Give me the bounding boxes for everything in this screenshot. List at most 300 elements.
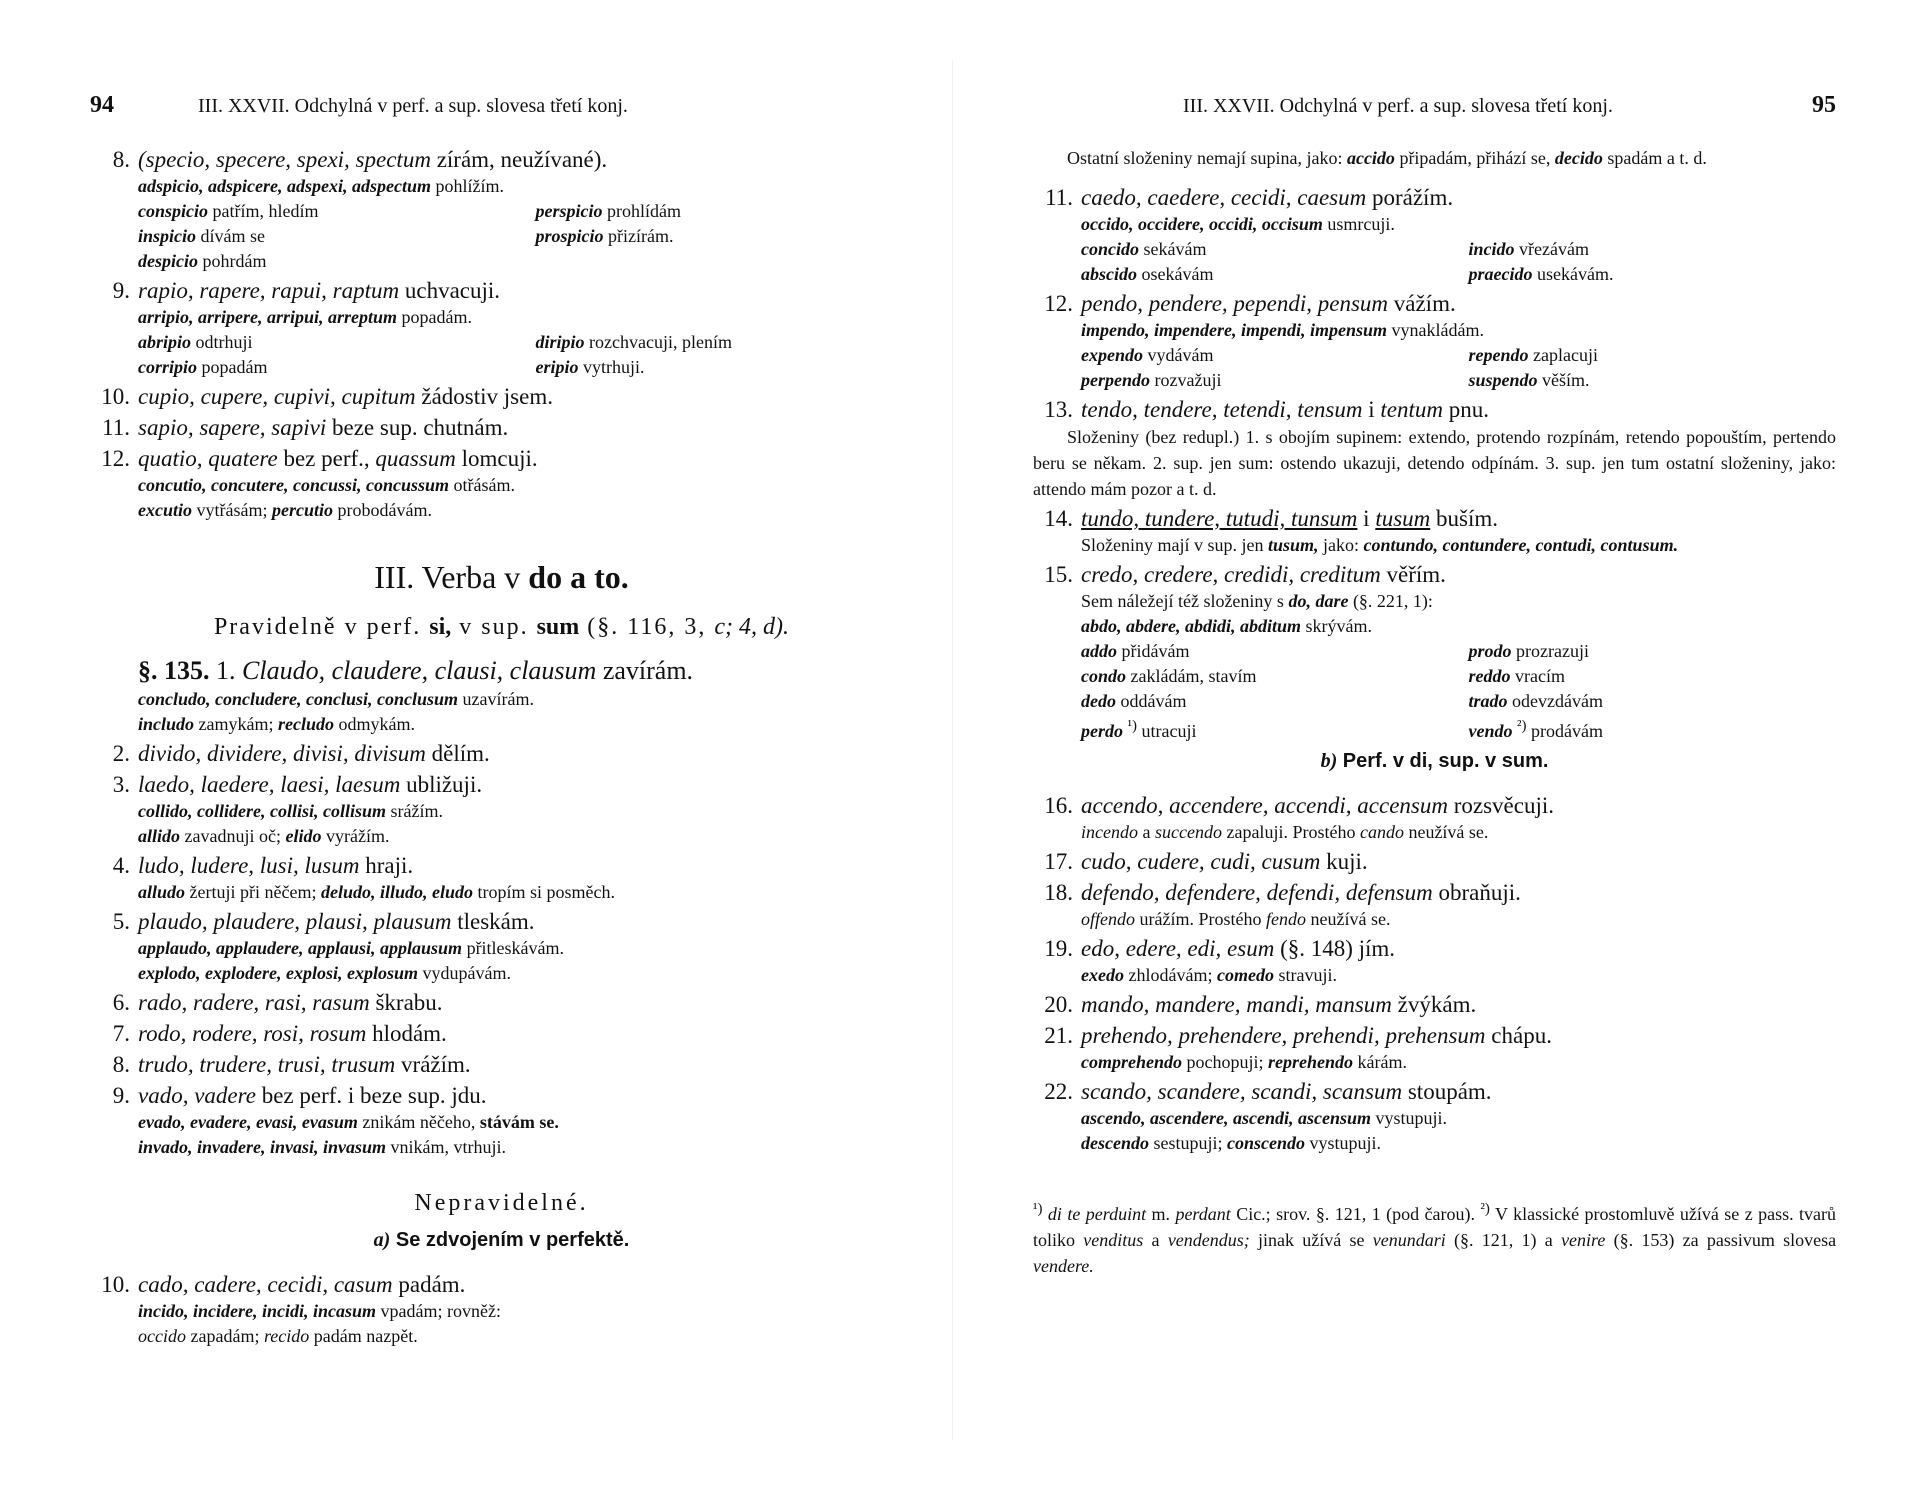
- compound-gloss: prohlídám: [607, 201, 681, 221]
- entry-number: 8.: [112, 147, 130, 172]
- compound-gloss: pochopuji;: [1186, 1052, 1264, 1072]
- note-text: Složeniny mají v sup. jen: [1081, 535, 1264, 555]
- compound-form: praecido: [1468, 264, 1533, 284]
- verb-gloss: uchvacuji.: [404, 278, 501, 303]
- entry-number: 13.: [1044, 397, 1073, 422]
- left-running-head: [90, 92, 913, 119]
- compound: [1469, 343, 1837, 368]
- entry-number: 10.: [101, 384, 130, 409]
- compound-gloss: žertuji při něčem;: [189, 882, 317, 902]
- left-page-number: 94: [90, 92, 114, 118]
- verb-entry: [90, 1050, 913, 1079]
- compounds: [90, 880, 913, 905]
- verb-note: bez perf.,: [283, 446, 370, 471]
- compound-form: abscido: [1081, 264, 1137, 284]
- verb-forms: quassum: [375, 446, 456, 471]
- compound-form: occido: [138, 1326, 186, 1346]
- verb-gloss: (§. 148) jím.: [1280, 936, 1396, 961]
- verb-forms: sapio, sapere, sapivi: [138, 415, 327, 440]
- footnote-form: vendere.: [1033, 1256, 1094, 1276]
- compound-gloss: padám nazpět.: [313, 1326, 418, 1346]
- compound-form: prospicio: [535, 226, 604, 246]
- verb-entry: [1033, 878, 1836, 907]
- right-running-head: [1033, 92, 1836, 119]
- right-page: [953, 0, 1906, 1500]
- compound-gloss: vřezávám: [1519, 239, 1589, 259]
- verb-forms: tendo, tendere, tetendi, tensum: [1081, 397, 1363, 422]
- right-page-number: 95: [1812, 92, 1836, 118]
- compound-forms: applaudo, applaudere, applausi, applausum: [138, 938, 463, 958]
- compounds: [90, 687, 913, 712]
- entry-number: 17.: [1044, 849, 1073, 874]
- compound-form: dedo: [1081, 691, 1116, 711]
- note-form: tusum,: [1267, 535, 1319, 555]
- verb-entry: [90, 1019, 913, 1048]
- verb-entry: [1033, 289, 1836, 318]
- verb-entry: [1033, 504, 1836, 533]
- compound-gloss: vystupuji.: [1309, 1133, 1382, 1153]
- compound-form: exedo: [1081, 965, 1124, 985]
- verb-gloss: beze sup. chutnám.: [332, 415, 509, 440]
- compound-forms: evado, evadere, evasi, evasum: [138, 1112, 358, 1132]
- compound-gloss: přizírám.: [608, 226, 674, 246]
- compound-gloss: sestupuji;: [1153, 1133, 1223, 1153]
- note-form: do, dare: [1288, 591, 1349, 611]
- compound-form: perspicio: [535, 201, 603, 221]
- compound-forms: impendo, impendere, impendi, impensum: [1081, 320, 1388, 340]
- compound-gloss: zakládám, stavím: [1130, 666, 1257, 686]
- note-form: incendo: [1081, 822, 1138, 842]
- compound-forms: adspicio, adspicere, adspexi, adspectum: [138, 176, 431, 196]
- verb-gloss: škrabu.: [375, 990, 443, 1015]
- compound-gloss: uzavírám.: [462, 689, 534, 709]
- compounds: [90, 824, 913, 849]
- compound: [1469, 262, 1837, 287]
- note-text: jako:: [1323, 535, 1360, 555]
- compound: [1081, 664, 1449, 689]
- compound-form: trado: [1468, 691, 1508, 711]
- entry-number: 21.: [1044, 1023, 1073, 1048]
- note-text: (§. 221, 1):: [1352, 591, 1433, 611]
- compound-gloss: odmykám.: [338, 714, 415, 734]
- compound-gloss: vpadám; rovněž:: [380, 1301, 501, 1321]
- compounds: [1033, 614, 1836, 639]
- compound-forms: invado, invadere, invasi, invasum: [138, 1137, 387, 1157]
- irregular-subtitle: [90, 1229, 913, 1252]
- note-text: neužívá se.: [1408, 822, 1489, 842]
- compound-gloss: vynakládám.: [1391, 320, 1484, 340]
- note-text: urážím. Prostého: [1139, 909, 1262, 929]
- verb-forms: defendo, defendere, defendi, defensum: [1081, 880, 1433, 905]
- compound-gloss: prozrazuji: [1516, 641, 1589, 661]
- verb-forms: tundo, tundere, tutudi, tunsum: [1081, 506, 1358, 531]
- compound-form: expendo: [1081, 345, 1143, 365]
- entry-number: 7.: [112, 1021, 130, 1046]
- compound-form: condo: [1081, 666, 1126, 686]
- verb-gloss: zírám, neužívané).: [436, 147, 608, 172]
- verb-gloss: rozsvěcuji.: [1453, 793, 1554, 818]
- section-subtitle-text: (§. 116, 3,: [587, 614, 707, 640]
- subsection-letter: b): [1320, 750, 1338, 772]
- compound-gloss: rozchvacuji, plením: [589, 332, 732, 352]
- compound-gloss: odtrhuji: [195, 332, 253, 352]
- compound-form: recludo: [278, 714, 334, 734]
- entry-number: 16.: [1044, 793, 1073, 818]
- compound-gloss: dívám se: [200, 226, 266, 246]
- compound-gloss: tropím si posměch.: [477, 882, 615, 902]
- compounds: [90, 1324, 913, 1349]
- compound-form: deludo, illudo, eludo: [320, 882, 473, 902]
- verb-gloss: zavírám.: [602, 656, 694, 685]
- verb-gloss: dělím.: [431, 741, 490, 766]
- verb-forms: rodo, rodere, rosi, rosum: [138, 1021, 367, 1046]
- compound-form: recido: [263, 1326, 310, 1346]
- footnote-text: m.: [1151, 1204, 1171, 1224]
- note-text: zapaluji. Prostého: [1226, 822, 1356, 842]
- compound-form: allido: [138, 826, 181, 846]
- compounds: [90, 1135, 913, 1160]
- footnote-form: venditus: [1083, 1230, 1144, 1250]
- verb-entry: [90, 1081, 913, 1110]
- verb-gloss: vážím.: [1393, 291, 1456, 316]
- entry-number: 8.: [112, 1052, 130, 1077]
- verb-forms: prehendo, prehendere, prehendi, prehensum: [1081, 1023, 1486, 1048]
- verb-forms: quatio, quatere: [138, 446, 278, 471]
- verb-entry: [90, 1270, 913, 1299]
- compound-forms: occido, occidere, occidi, occisum: [1081, 214, 1323, 234]
- note-form: offendo: [1081, 909, 1135, 929]
- compound-gloss: vyrážím.: [325, 826, 390, 846]
- compound-grid: [90, 330, 913, 380]
- compound: [138, 224, 516, 249]
- entry-number: 1.: [216, 656, 236, 685]
- compounds-note: Složeniny (bez redupl.) 1. s obojím supinem: extendo, protendo rozpínám, retendo popouštím, pertendo beru se někam. 2. sup. jen sum: ostendo ukazuji, detendo odpínám. 3. sup. jen tum ostatní složeniny, jako: attendo mám pozor a t. d.: [1033, 427, 1836, 499]
- compound-forms: concutio, concutere, concussi, concussum: [138, 475, 450, 495]
- compound-form: percutio: [271, 500, 333, 520]
- verb-gloss: bez perf. i beze sup. jdu.: [261, 1083, 487, 1108]
- compound-gloss: vytrhuji.: [583, 357, 645, 377]
- verb-note: i: [1368, 397, 1375, 422]
- entry-number: 5.: [112, 909, 130, 934]
- section-subtitle-text: v sup.: [459, 614, 529, 640]
- verb-forms: vado, vadere: [138, 1083, 256, 1108]
- entry-number: 20.: [1044, 992, 1073, 1017]
- compound-form: conscendo: [1227, 1133, 1305, 1153]
- compound: [536, 224, 914, 249]
- compound-gloss: srážím.: [390, 801, 443, 821]
- footnote-text: a: [1151, 1230, 1160, 1250]
- verb-forms: rapio, rapere, rapui, raptum: [138, 278, 400, 303]
- entry-number: 10.: [101, 1272, 130, 1297]
- intro-note: [1033, 145, 1836, 171]
- verb-gloss: chápu.: [1491, 1023, 1552, 1048]
- compound-forms: ascendo, ascendere, ascendi, ascensum: [1081, 1108, 1371, 1128]
- entry-number: 12.: [101, 446, 130, 471]
- verb-entry: [90, 907, 913, 936]
- compound: [1081, 714, 1449, 744]
- paragraph-135: [90, 655, 913, 687]
- note-text: a: [1142, 822, 1151, 842]
- footnote-form: perdant: [1175, 1204, 1231, 1224]
- compounds: [1033, 1106, 1836, 1131]
- footnote-text: jinak užívá se: [1258, 1230, 1365, 1250]
- section-title-bold: do a to.: [528, 559, 629, 595]
- compound-form: eripio: [535, 357, 579, 377]
- verb-entry: [1033, 990, 1836, 1019]
- verb-gloss: tleskám.: [457, 909, 535, 934]
- compound-form: alludo: [138, 882, 186, 902]
- verb-entry: [90, 770, 913, 799]
- compound-gloss: sekávám: [1143, 239, 1207, 259]
- compound-form: prodo: [1468, 641, 1512, 661]
- section-title-text: III. Verba v: [374, 559, 521, 595]
- compound-gloss: vnikám, vtrhuji.: [390, 1137, 507, 1157]
- verb-entry: [90, 851, 913, 880]
- compound-gloss: zhlodávám;: [1128, 965, 1213, 985]
- compounds: [90, 936, 913, 961]
- verb-gloss: obraňuji.: [1438, 880, 1521, 905]
- verb-entry: [1033, 183, 1836, 212]
- compound-gloss: pohlížím.: [435, 176, 504, 196]
- compound-gloss: skrývám.: [1305, 616, 1372, 636]
- section-subtitle-italic: c; 4, d).: [714, 614, 790, 640]
- verb-note: i: [1363, 506, 1370, 531]
- verb-entry: [90, 382, 913, 411]
- compound: [1081, 343, 1449, 368]
- verb-entry: [90, 988, 913, 1017]
- note-text: připadám, přihází se,: [1399, 148, 1551, 168]
- entry-number: 4.: [112, 853, 130, 878]
- verb-entry: [1033, 395, 1836, 424]
- compounds: [1033, 212, 1836, 237]
- compound-gloss: popadám.: [401, 307, 473, 327]
- note-form: accido: [1346, 148, 1395, 168]
- footnote-text: (§. 121, 1) a: [1454, 1230, 1553, 1250]
- verb-forms: cado, cadere, cecidi, casum: [138, 1272, 393, 1297]
- compound-form: comprehendo: [1081, 1052, 1182, 1072]
- compound-gloss: stravuji.: [1278, 965, 1337, 985]
- compound-form: incido: [1468, 239, 1515, 259]
- note-text: spadám a t. d.: [1607, 148, 1707, 168]
- compound-gloss: popadám: [201, 357, 268, 377]
- note-form: succendo: [1154, 822, 1222, 842]
- compound: [1469, 689, 1837, 714]
- compound-gloss: vydupávám.: [422, 963, 511, 983]
- compound-gloss: oddávám: [1120, 691, 1187, 711]
- compounds: [1033, 1131, 1836, 1156]
- subsection-text: Se zdvojením v perfektě.: [395, 1229, 630, 1251]
- verb-entry: [1033, 1077, 1836, 1106]
- footnote-marker: ¹): [1033, 1201, 1043, 1217]
- footnote-marker: ¹): [1127, 718, 1137, 734]
- verb-forms: credo, credere, credidi, creditum: [1081, 562, 1381, 587]
- section-subtitle-bold: si,: [429, 614, 452, 640]
- verb-gloss: lomcuji.: [461, 446, 538, 471]
- verb-forms: tusum: [1375, 506, 1431, 531]
- entry-number: 14.: [1044, 506, 1073, 531]
- entry-number: 9.: [112, 1083, 130, 1108]
- footnote-marker: ²): [1480, 1201, 1490, 1217]
- compound-gloss: zapadám;: [190, 1326, 260, 1346]
- verb-forms: scando, scandere, scandi, scansum: [1081, 1079, 1403, 1104]
- verb-entry: [1033, 847, 1836, 876]
- verb-forms: cupio, cupere, cupivi, cupitum: [138, 384, 416, 409]
- compound: [1081, 237, 1449, 262]
- verb-entry: [1033, 560, 1836, 589]
- entry-number: 9.: [112, 278, 130, 303]
- footnote-form: venundari: [1372, 1230, 1446, 1250]
- compound-forms: arripio, arripere, arripui, arreptum: [138, 307, 398, 327]
- entry-number: 19.: [1044, 936, 1073, 961]
- compounds: [90, 305, 913, 330]
- compound-gloss: vytřásám;: [196, 500, 268, 520]
- compound-form: includo: [138, 714, 195, 734]
- note-text: neužívá se.: [1310, 909, 1391, 929]
- compound-form: perpendo: [1081, 370, 1150, 390]
- verb-gloss: padám.: [398, 1272, 466, 1297]
- compound: [138, 355, 516, 380]
- compound-form: concido: [1081, 239, 1139, 259]
- subsection-text: Perf. v di, sup. v sum.: [1342, 750, 1549, 772]
- verb-forms: accendo, accendere, accendi, accensum: [1081, 793, 1448, 818]
- compound-gloss: vydávám: [1147, 345, 1214, 365]
- verb-entry: [1033, 791, 1836, 820]
- footnote-marker: ²): [1517, 718, 1527, 734]
- compound-gloss: osekávám: [1141, 264, 1214, 284]
- verb-forms: laedo, laedere, laesi, laesum: [138, 772, 401, 797]
- spacer: [1033, 171, 1836, 181]
- compound-gloss: rozvažuji: [1154, 370, 1222, 390]
- compound-form: inspicio: [138, 226, 197, 246]
- verb-forms: cudo, cudere, cudi, cusum: [1081, 849, 1321, 874]
- compound-form: diripio: [535, 332, 585, 352]
- verb-gloss: žádostiv jsem.: [421, 384, 553, 409]
- entry-number: 6.: [112, 990, 130, 1015]
- compound-form: perdo: [1081, 721, 1123, 741]
- verb-entry: [90, 739, 913, 768]
- verb-forms: tentum: [1380, 397, 1443, 422]
- compound: [1469, 639, 1837, 664]
- footnote-form: venire: [1561, 1230, 1606, 1250]
- compound-gloss: znikám něčeho,: [362, 1112, 476, 1132]
- footnote-text: Cic.; srov. §. 121, 1 (pod čarou).: [1236, 1204, 1475, 1224]
- compounds: [90, 174, 913, 199]
- left-running-title: III. XXVII. Odchylná v perf. a sup. slovesa třetí konj.: [198, 95, 628, 117]
- compound: [138, 330, 516, 355]
- verb-forms: rado, radere, rasi, rasum: [138, 990, 370, 1015]
- compound-forms: explodo, explodere, explosi, explosum: [138, 963, 418, 983]
- compound-form: elido: [285, 826, 322, 846]
- verb-forms: ludo, ludere, lusi, lusum: [138, 853, 360, 878]
- compounds: [1033, 963, 1836, 988]
- compound-form: descendo: [1081, 1133, 1149, 1153]
- section-subtitle: [90, 614, 913, 641]
- compound-gloss: zavadnuji oč;: [184, 826, 281, 846]
- verb-forms: divido, dividere, divisi, divisum: [138, 741, 426, 766]
- note-form: decido: [1554, 148, 1603, 168]
- compounds: [90, 498, 913, 523]
- compound-forms: incido, incidere, incidi, incasum: [138, 1301, 377, 1321]
- compound: [138, 199, 516, 224]
- verb-gloss: žvýkám.: [1397, 992, 1477, 1017]
- compound-grid: [1033, 343, 1836, 393]
- entry-number: 2.: [112, 741, 130, 766]
- compound-form: despicio: [138, 251, 198, 271]
- compound: [1469, 714, 1837, 744]
- compound-forms: abdo, abdere, abdidi, abditum: [1081, 616, 1301, 636]
- compound-form: suspendo: [1468, 370, 1538, 390]
- note-text: Ostatní složeniny nemají supina, jako:: [1067, 148, 1343, 168]
- compounds-note: [1033, 907, 1836, 932]
- compound-gloss: vracím: [1515, 666, 1565, 686]
- verb-gloss: porážím.: [1371, 185, 1454, 210]
- verb-gloss: hlodám.: [372, 1021, 447, 1046]
- compound-gloss: prodávám: [1531, 721, 1603, 741]
- verb-gloss: věřím.: [1386, 562, 1446, 587]
- note-text: Sem náležejí též složeniny s: [1081, 591, 1284, 611]
- compound-gloss: přidávám: [1121, 641, 1190, 661]
- verb-gloss: buším.: [1436, 506, 1498, 531]
- compounds-note: [1033, 820, 1836, 845]
- compound-gloss-bold: stávám se.: [479, 1112, 559, 1132]
- compound-form: vendo: [1468, 721, 1513, 741]
- compound-forms: collido, collidere, collisi, collisum: [138, 801, 386, 821]
- verb-forms: mando, mandere, mandi, mansum: [1081, 992, 1392, 1017]
- compound-gloss: odevzdávám: [1512, 691, 1603, 711]
- compound-gloss: otřásám.: [453, 475, 516, 495]
- verb-entry: [90, 276, 913, 305]
- verb-forms: edo, edere, edi, esum: [1081, 936, 1275, 961]
- compound-gloss: utracuji: [1141, 721, 1197, 741]
- footnotes: [1033, 1196, 1836, 1279]
- subsection-letter: a): [373, 1229, 391, 1251]
- compound-gloss: přitleskávám.: [466, 938, 565, 958]
- compound-grid: [90, 199, 913, 274]
- compound-gloss: zamykám;: [198, 714, 274, 734]
- entry-number: 12.: [1044, 291, 1073, 316]
- compound: [1081, 639, 1449, 664]
- note-form: cando: [1359, 822, 1404, 842]
- compound-gloss: usekávám.: [1536, 264, 1614, 284]
- compound: [536, 199, 914, 224]
- compound-grid: [1033, 237, 1836, 287]
- footnote-form: vendendus;: [1167, 1230, 1250, 1250]
- compound-form: excutio: [138, 500, 192, 520]
- footnote-text: V klassické prostomluvě užívá se z pass. tvarů toliko: [1033, 1204, 1837, 1250]
- compound-gloss: kárám.: [1357, 1052, 1407, 1072]
- entry-number: 11.: [102, 415, 130, 440]
- compound: [1081, 689, 1449, 714]
- compound-form: rependo: [1468, 345, 1529, 365]
- compound-form: reddo: [1468, 666, 1511, 686]
- verb-forms: Claudo, claudere, clausi, clausum: [242, 656, 597, 685]
- compound-gloss: patřím, hledím: [212, 201, 319, 221]
- verb-entry: [1033, 1021, 1836, 1050]
- compound-gloss: věším.: [1542, 370, 1590, 390]
- compound-form: conspicio: [138, 201, 208, 221]
- compound-gloss: zaplacuji: [1533, 345, 1598, 365]
- compound-gloss: vystupuji.: [1375, 1108, 1447, 1128]
- compound-form: reprehendo: [1268, 1052, 1353, 1072]
- right-running-title: III. XXVII. Odchylná v perf. a sup. slovesa třetí konj.: [1183, 95, 1613, 117]
- verb-forms: (specio, specere, spexi, spectum: [138, 147, 431, 172]
- compound: [1081, 368, 1449, 393]
- compounds: [90, 1299, 913, 1324]
- compounds: [90, 473, 913, 498]
- verb-forms: trudo, trudere, trusi, trusum: [138, 1052, 396, 1077]
- verb-entry: [90, 444, 913, 473]
- irregular-title: Nepravidelné.: [414, 1190, 589, 1216]
